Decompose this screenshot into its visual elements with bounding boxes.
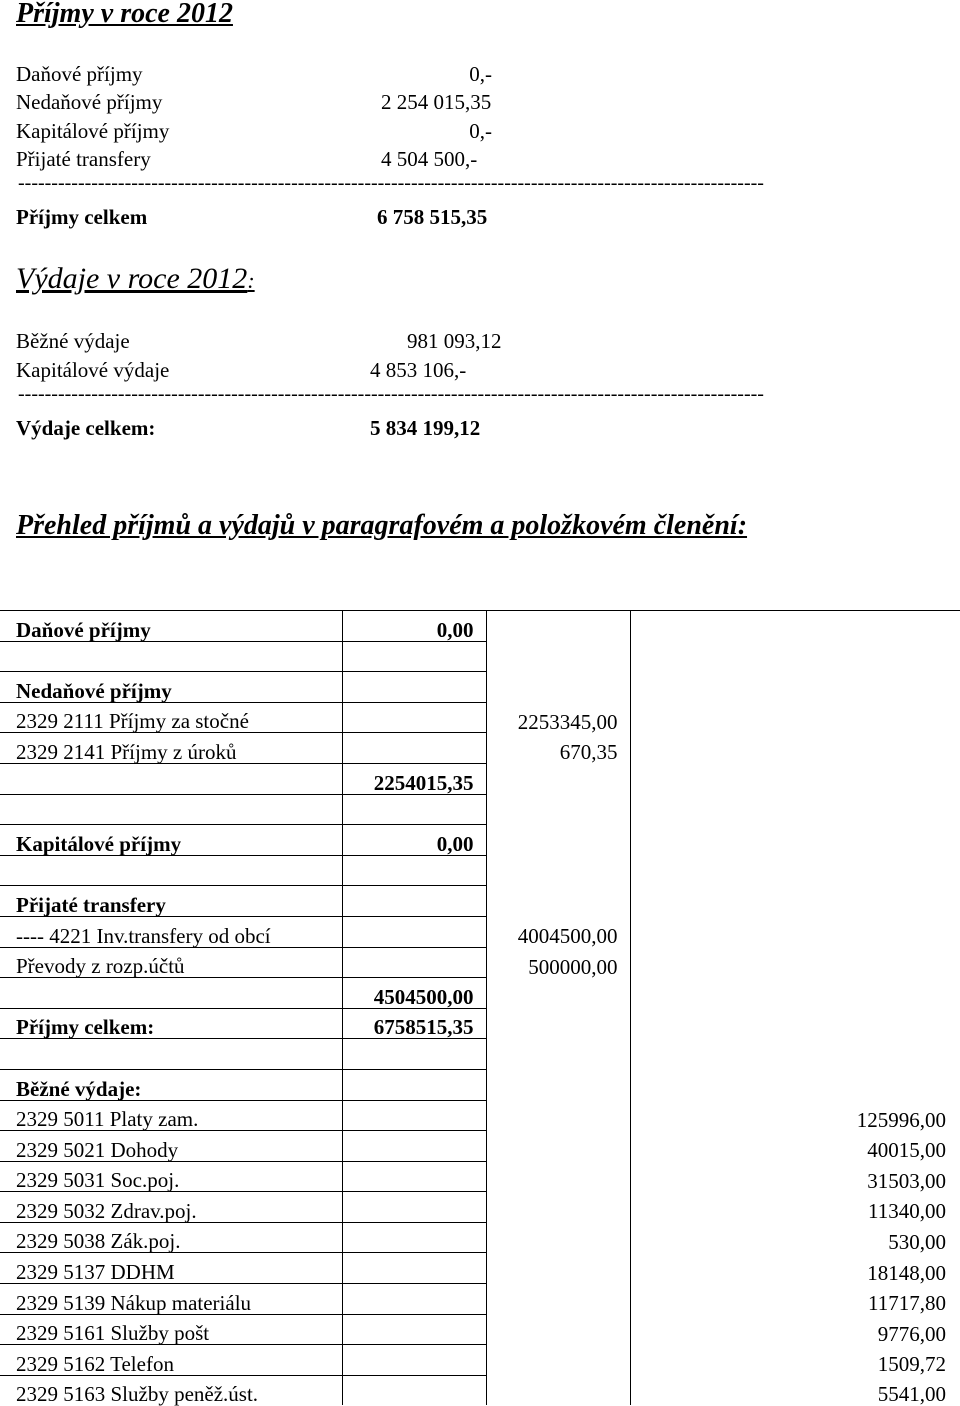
table-cell: 125996,00 [630, 1100, 960, 1131]
table-cell: 2329 5139 Nákup materiálu [0, 1284, 342, 1315]
table-row [0, 794, 960, 825]
table-row [0, 886, 960, 917]
table-cell: Daňové příjmy [0, 611, 342, 642]
table-cell: 0,00 [342, 825, 486, 856]
table-cell: 2329 5161 Služby pošt [0, 1314, 342, 1345]
table-row [0, 672, 960, 703]
table-cell: 40015,00 [630, 1131, 960, 1162]
table-cell [486, 1039, 630, 1070]
table-cell [486, 1008, 630, 1039]
table-cell: 500000,00 [486, 947, 630, 978]
table-cell: 2329 5137 DDHM [0, 1253, 342, 1284]
table-cell: 2329 5032 Zdrav.poj. [0, 1192, 342, 1223]
expenses-total-label: Výdaje celkem: [16, 416, 156, 440]
table-cell: 2329 2111 Příjmy za stočné [0, 702, 342, 733]
table-cell [0, 855, 342, 886]
table-cell [0, 641, 342, 672]
table-cell [342, 855, 486, 886]
income-label-tax: Daňové příjmy [16, 62, 143, 86]
table-cell: 2329 5011 Platy zam. [0, 1100, 342, 1131]
table-cell [342, 886, 486, 917]
table-cell [342, 916, 486, 947]
table-cell: 670,35 [486, 733, 630, 764]
table-cell: 0,00 [342, 611, 486, 642]
table-cell: 4004500,00 [486, 916, 630, 947]
table-cell: Přijaté transfery [0, 886, 342, 917]
table-cell [630, 947, 960, 978]
table-row [0, 733, 960, 764]
table-cell [342, 1069, 486, 1100]
table-cell [486, 611, 630, 642]
table-cell [342, 1253, 486, 1284]
table-cell [342, 702, 486, 733]
table-cell [0, 763, 342, 794]
expenses-title: Výdaje v roce 2012 [16, 262, 248, 295]
table-row [0, 1039, 960, 1070]
table-cell: 1509,72 [630, 1345, 960, 1376]
table-cell [630, 641, 960, 672]
income-separator: ---------------------------------------------------------------------------------------------------------------- [18, 172, 764, 194]
table-row [0, 855, 960, 886]
table-cell [630, 916, 960, 947]
table-row [0, 1222, 960, 1253]
table-cell [342, 733, 486, 764]
table-cell [486, 1253, 630, 1284]
income-title: Příjmy v roce 2012 [16, 0, 233, 29]
table-row [0, 763, 960, 794]
table-cell [630, 794, 960, 825]
table-cell: Nedaňové příjmy [0, 672, 342, 703]
table-row [0, 825, 960, 856]
expenses-total-value: 5 834 199,12 [370, 416, 481, 440]
table-cell [630, 825, 960, 856]
table-cell: Příjmy celkem: [0, 1008, 342, 1039]
table-cell [342, 1192, 486, 1223]
income-value-transfers: 4 504 500,- [381, 147, 478, 171]
table-cell [630, 1039, 960, 1070]
table-cell [486, 763, 630, 794]
table-cell [630, 855, 960, 886]
table-row [0, 1131, 960, 1162]
income-total-value: 6 758 515,35 [377, 205, 488, 229]
table-cell: 2253345,00 [486, 702, 630, 733]
table-row [0, 702, 960, 733]
table-cell: 5541,00 [630, 1375, 960, 1405]
income-label-capital: Kapitálové příjmy [16, 119, 170, 143]
table-cell [342, 1222, 486, 1253]
table-cell [486, 1314, 630, 1345]
table-cell [342, 947, 486, 978]
table-cell: 2329 5038 Zák.poj. [0, 1222, 342, 1253]
table-cell [486, 1345, 630, 1376]
table-cell [486, 855, 630, 886]
overview-title: Přehled příjmů a výdajů v paragrafovém a položkovém členění: [16, 510, 748, 541]
table-row [0, 1314, 960, 1345]
table-cell: 9776,00 [630, 1314, 960, 1345]
table-cell [486, 794, 630, 825]
expenses-title-colon: : [247, 268, 255, 293]
table-cell [486, 1069, 630, 1100]
table-cell [630, 763, 960, 794]
table-cell [630, 1008, 960, 1039]
table-cell [0, 794, 342, 825]
table-cell [342, 1314, 486, 1345]
table-cell: 2329 5162 Telefon [0, 1345, 342, 1376]
table-cell [486, 1222, 630, 1253]
table-row [0, 1345, 960, 1376]
table-cell: 4504500,00 [342, 978, 486, 1009]
table-cell [342, 1161, 486, 1192]
table-row [0, 1192, 960, 1223]
table-row [0, 1161, 960, 1192]
table-cell [486, 886, 630, 917]
table-cell: 11340,00 [630, 1192, 960, 1223]
table-row [0, 978, 960, 1009]
table-cell: 2329 5031 Soc.poj. [0, 1161, 342, 1192]
expenses-label-current: Běžné výdaje [16, 329, 130, 353]
expenses-value-current: 981 093,12 [407, 329, 502, 353]
table-cell: 6758515,35 [342, 1008, 486, 1039]
table-cell [630, 702, 960, 733]
table-row [0, 1100, 960, 1131]
table-cell: 530,00 [630, 1222, 960, 1253]
expenses-separator: ---------------------------------------------------------------------------------------------------------------- [18, 383, 764, 405]
table-row [0, 947, 960, 978]
table-row [0, 611, 960, 642]
overview-table [0, 610, 960, 1405]
expenses-value-capital: 4 853 106,- [370, 358, 467, 382]
table-row [0, 1008, 960, 1039]
table-cell [486, 978, 630, 1009]
table-cell [486, 1161, 630, 1192]
table-cell [486, 1284, 630, 1315]
table-cell: ---- 4221 Inv.transfery od obcí [0, 916, 342, 947]
table-cell: 11717,80 [630, 1284, 960, 1315]
table-row [0, 1284, 960, 1315]
table-cell [630, 1069, 960, 1100]
table-cell [486, 825, 630, 856]
table-cell [630, 672, 960, 703]
table-cell: Kapitálové příjmy [0, 825, 342, 856]
table-cell [342, 1039, 486, 1070]
table-cell [486, 672, 630, 703]
expenses-title-line [16, 262, 255, 296]
table-row [0, 1069, 960, 1100]
income-label-transfers: Přijaté transfery [16, 147, 151, 171]
table-row [0, 641, 960, 672]
table-row [0, 916, 960, 947]
table-cell [630, 733, 960, 764]
table-cell: 31503,00 [630, 1161, 960, 1192]
income-value-capital: 0,- [469, 119, 492, 143]
table-cell [630, 886, 960, 917]
income-total-label: Příjmy celkem [16, 205, 148, 229]
table-cell [486, 1100, 630, 1131]
table-cell [630, 978, 960, 1009]
table-cell [342, 672, 486, 703]
table-cell [0, 1039, 342, 1070]
table-cell [342, 1345, 486, 1376]
table-cell: Běžné výdaje: [0, 1069, 342, 1100]
table-cell: 2329 2141 Příjmy z úroků [0, 733, 342, 764]
table-cell: 2254015,35 [342, 763, 486, 794]
expenses-label-capital: Kapitálové výdaje [16, 358, 170, 382]
table-cell [0, 978, 342, 1009]
table-cell: 18148,00 [630, 1253, 960, 1284]
table-cell [342, 641, 486, 672]
table-cell: 2329 5163 Služby peněž.úst. [0, 1375, 342, 1405]
table-cell: 2329 5021 Dohody [0, 1131, 342, 1162]
table-cell [486, 641, 630, 672]
table-cell [630, 611, 960, 642]
income-label-nontax: Nedaňové příjmy [16, 90, 163, 114]
table-cell [486, 1131, 630, 1162]
table-cell: Převody z rozp.účtů [0, 947, 342, 978]
table-cell [342, 794, 486, 825]
income-value-nontax: 2 254 015,35 [381, 90, 492, 114]
table-cell [342, 1131, 486, 1162]
table-cell [342, 1100, 486, 1131]
income-value-tax: 0,- [469, 62, 492, 86]
table-cell [486, 1192, 630, 1223]
table-cell [342, 1284, 486, 1315]
table-row [0, 1253, 960, 1284]
